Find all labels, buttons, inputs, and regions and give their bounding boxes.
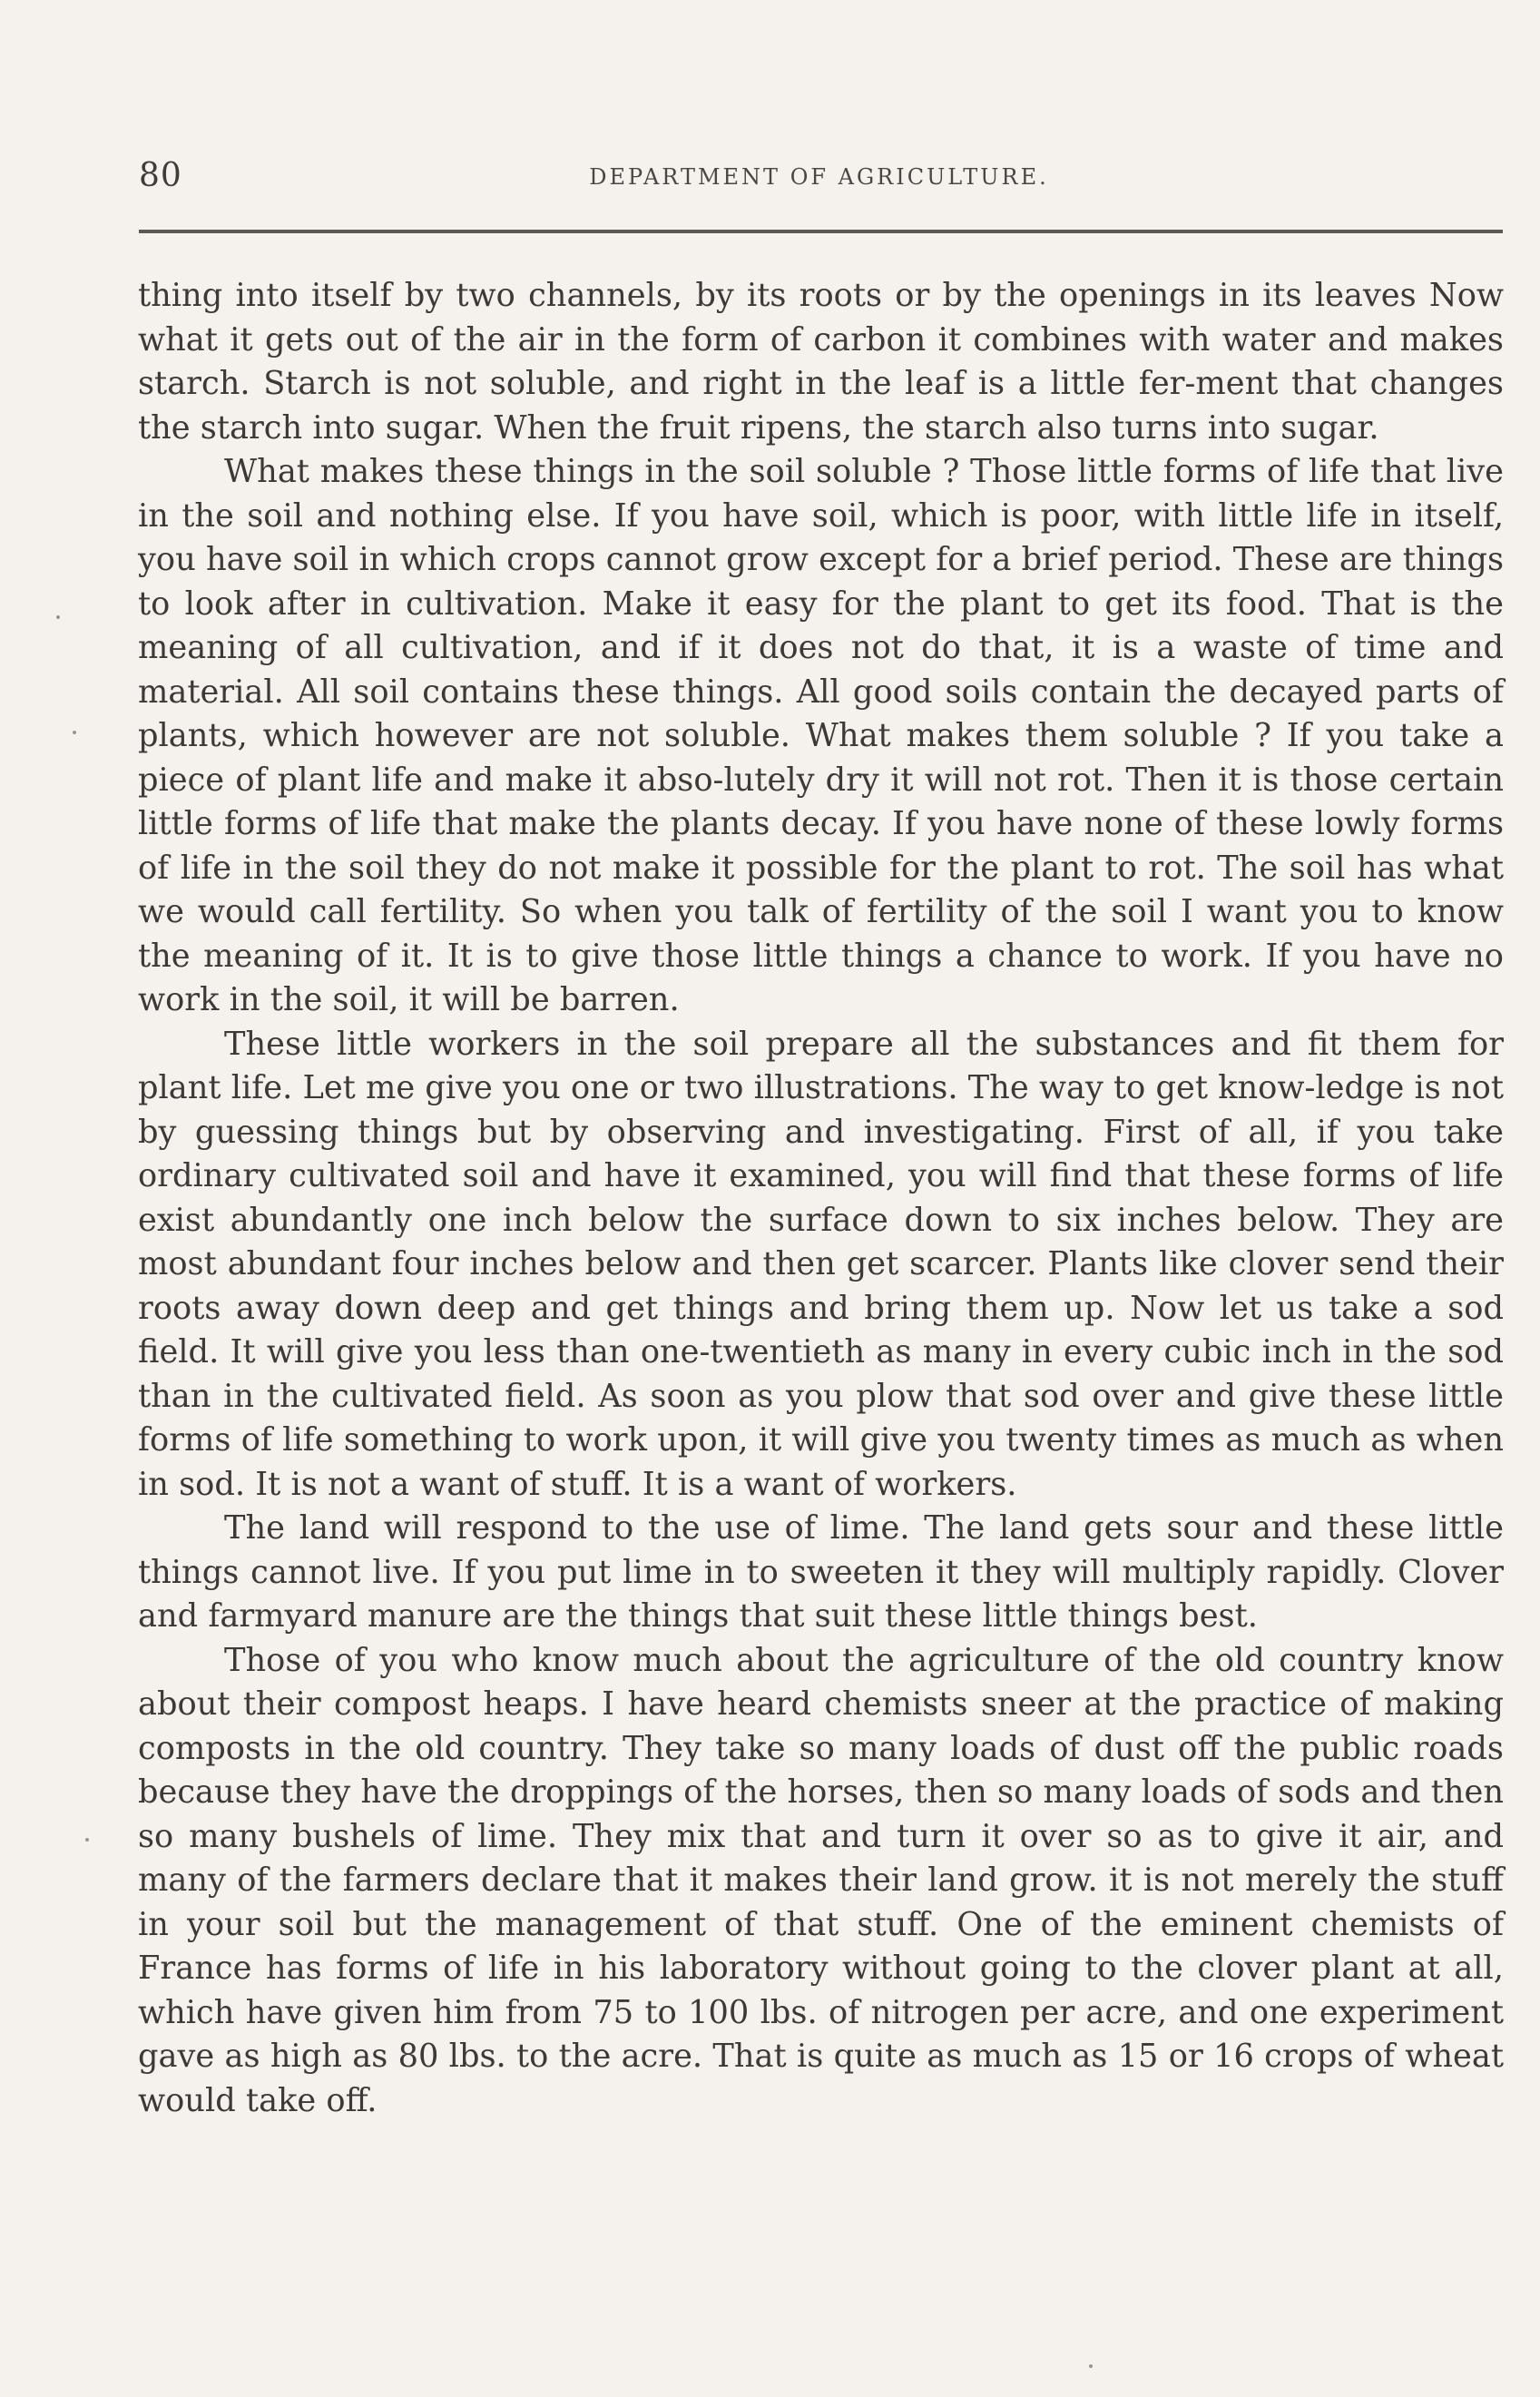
- header-rule: [139, 230, 1503, 233]
- margin-speck: [56, 615, 60, 619]
- paragraph: Those of you who know much about the agriculture of the old country know about their compost heaps. I have heard chemists sneer at the practice of making composts in the old country. They take so many loads of dust off the public roads because they have the droppings of the horses, then so many loads of sods and then so many bushels of lime. They mix that and turn it over so as to give it air, and many of the farmers declare that it makes their land grow. it is not merely the stuff in your soil but the management of that stuff. One of the eminent chemists of France has forms of life in his laboratory without going to the clover plant at all, which have given him from 75 to 100 lbs. of nitrogen per acre, and one experiment gave as high as 80 lbs. to the acre. That is quite as much as 15 or 16 crops of wheat would take off.: [138, 1641, 1504, 2119]
- paragraph-continued: thing into itself by two channels, by its roots or by the openings in its leaves Now what it gets out of the air in the form of carbon it combines with water and makes starch. Starch is not soluble, and right in the leaf is a little fer-ment that changes the starch into sugar. When the fruit ripens, the starch also turns into sugar.: [138, 277, 1504, 447]
- paragraph: What makes these things in the soil soluble ? Those little forms of life that live in the soil and nothing else. If you have soil, which is poor, with little life in itself, you have soil in which crops cannot grow except for a brief period. These are things to look after in cultivation. Make it easy for the plant to get its food. That is the meaning of all cultivation, and if it does not do that, it is a waste of time and material. All soil contains these things. All good soils contain the decayed parts of plants, which however are not soluble. What makes them soluble ? If you take a piece of plant life and make it abso-lutely dry it will not rot. Then it is those certain little forms of life that make the plants decay. If you have none of these lowly forms of life in the soil they do not make it possible for the plant to rot. The soil has what we would call fertility. So when you talk of fertility of the soil I want you to know the meaning of it. It is to give those little things a chance to work. If you have no work in the soil, it will be barren.: [138, 453, 1504, 1018]
- page-number: 80: [139, 157, 182, 194]
- paragraph: These little workers in the soil prepare all the substances and fit them for plant life. Let me give you one or two illustrations. The way to get know-ledge is not by guessing things but by observing and investigating. First of all, if you take ordinary cultivated soil and have it examined, you will find that these forms of life exist abundantly one inch below the surface down to six inches below. They are most abundant four inches below and then get scarcer. Plants like clover send their roots away down deep and get things and bring them up. Now let us take a sod field. It will give you less than one-twentieth as many in every cubic inch in the sod than in the cultivated field. As soon as you plow that sod over and give these little forms of life something to work upon, it will give you twenty times as much as when in sod. It is not a want of stuff. It is a want of workers.: [138, 1025, 1504, 1503]
- margin-speck: [73, 731, 76, 734]
- margin-speck: [85, 1838, 89, 1842]
- running-title: DEPARTMENT OF AGRICULTURE.: [589, 164, 1049, 190]
- margin-speck: [1089, 2364, 1093, 2368]
- running-head: [136, 150, 1502, 204]
- body-text: [138, 274, 1504, 2123]
- paragraph: The land will respond to the use of lime. The land gets sour and these little things cannot live. If you put lime in to sweeten it they will multiply rapidly. Clover and farmyard manure are the things that suit these little things best.: [138, 1509, 1504, 1635]
